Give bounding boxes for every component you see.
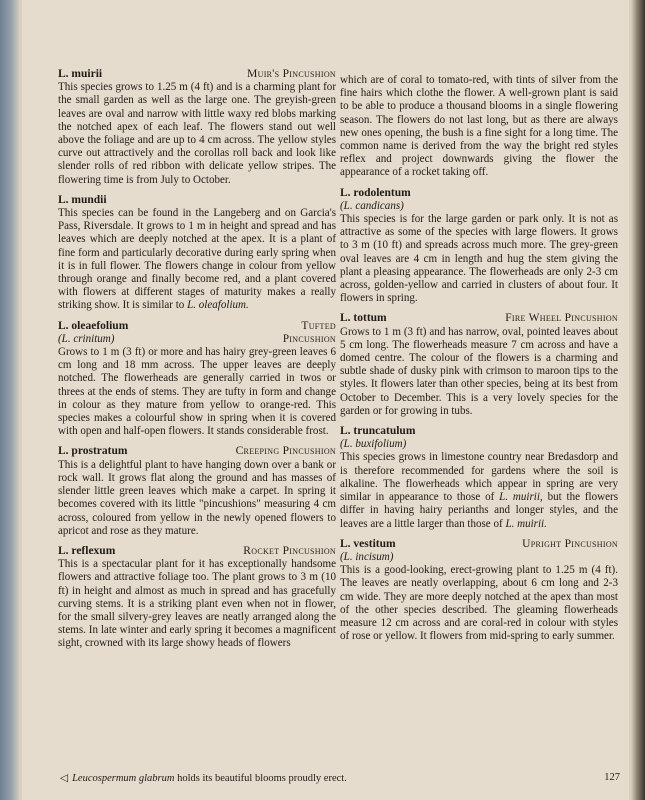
entry-reflexum-continued xyxy=(340,74,618,180)
entry-heading xyxy=(58,68,336,81)
scan-edge-right xyxy=(631,0,645,800)
page-footer xyxy=(60,772,620,784)
left-triangle-icon: ◁ xyxy=(60,773,69,784)
scan-edge-left xyxy=(0,0,20,800)
entry-oleaefolium xyxy=(58,320,336,439)
common-name: Upright Pincushion xyxy=(522,537,618,550)
species-name: L. muirii xyxy=(58,68,103,80)
entry-heading xyxy=(340,538,618,551)
entry-vestitum xyxy=(340,538,618,644)
synonym: (L. candicans) xyxy=(340,199,404,212)
species-name: L. truncatulum xyxy=(340,425,416,438)
species-ref: L. muirii, xyxy=(499,491,543,504)
right-column xyxy=(340,74,618,650)
photo-caption: ◁ Leucospermum glabrum holds its beautiful blooms proudly erect. xyxy=(60,773,347,784)
entry-body: This species can be found in the Langeberg and on Garcia's Pass, Riversdale. It grows to 1 m in height and spread and has leaves which are deeply notched at the apex. It is a plant of fine form and particularly decorative during early spring when it is in full flower. The flowers change in colour from yellow through orange and finally become red, and a plant covered with flowers at different stages of maturity makes a really striking show. It is similar to L. oleafolium. xyxy=(58,207,336,312)
species-name: L. rodolentum xyxy=(340,186,411,199)
common-name: Fire Wheel Pincushion xyxy=(505,312,618,325)
common-name-cont: Pincushion xyxy=(282,332,336,345)
synonym: (L. crinitum) xyxy=(58,332,115,345)
entry-heading xyxy=(340,312,618,325)
species-name: L. prostratum xyxy=(58,445,128,458)
entry-heading xyxy=(58,445,336,458)
synonym-line xyxy=(340,200,618,213)
entry-rodolentum xyxy=(340,187,618,306)
synonym-line xyxy=(340,438,618,451)
synonym-line xyxy=(340,551,618,564)
entry-body: which are of coral to tomato-red, with tints of silver from the fine hairs which clothe the flower. A well-grown plant is said to be able to produce a thousand blooms in a single flowering season. The flowers do not last long, but as there are always new ones opening, the bush is a fine sight for a long time. The common name is derived from the way the bright red styles reflex and project downwards giving the flower the appearance of a rocket taking off. xyxy=(340,74,618,179)
entry-prostratum xyxy=(58,445,336,537)
entry-truncatulum xyxy=(340,425,618,531)
entry-tottum xyxy=(340,312,618,418)
entry-body: Grows to 1 m (3 ft) or more and has hairy grey-green leaves 6 cm long and 18 mm across. The upper leaves are deeply notched. The flowerheads are generally carried in twos or threes at the ends of stems. They are tufty in form and change in colour as they mature from yellow to orange-red. This species makes a colourful show in spring when it is covered with open and half-open flowers. It stands considerable frost. xyxy=(58,346,336,438)
entry-muirii xyxy=(58,68,336,187)
species-name: L. mundii xyxy=(58,193,107,206)
species-name: L. vestitum xyxy=(340,537,396,550)
entry-body: This species is for the large garden or park only. It is not as attractive as some of the species with large flowers. It grows to 3 m (10 ft) and spreads across much more. The grey-green oval leaves are 4 cm in length and hug the stem giving the plant a pleasing appearance. The flowerheads are only 2-3 cm across, golden-yellow and carried in clusters of about four. It flowers in spring. xyxy=(340,213,618,305)
common-name: Muir's Pincushion xyxy=(247,68,336,80)
entry-heading xyxy=(58,545,336,558)
common-name: Creeping Pincushion xyxy=(235,445,336,458)
synonym: (L. buxifolium) xyxy=(340,438,407,451)
species-name: L. tottum xyxy=(340,312,387,325)
entry-heading xyxy=(340,425,618,438)
entry-reflexum xyxy=(58,545,336,651)
species-name: L. oleaefolium xyxy=(58,319,129,332)
left-column xyxy=(58,68,336,658)
entry-heading xyxy=(58,320,336,333)
species-ref: L. oleafolium. xyxy=(187,299,249,312)
entry-heading xyxy=(58,194,336,207)
synonym: (L. incisum) xyxy=(340,550,394,563)
entry-body: This species grows to 1.25 m (4 ft) and is a charming plant for the small garden as well as the large one. The greyish-green leaves are oval and narrow with little waxy red blobs marking the notched apex of each leaf. The flowers stand out well above the foliage and are up to 4 cm across. The yellow styles curve out attractively and the corollas roll back and look like slender rolls of red ribbon with delicate yellow stripes. The flowering time is from July to October. xyxy=(58,81,336,186)
species-name: L. reflexum xyxy=(58,544,116,557)
synonym-line xyxy=(58,333,336,346)
entry-body: This is a good-looking, erect-growing plant to 1.25 m (4 ft). The leaves are neatly overlapping, about 6 cm long and 2-3 cm wide. They are more deeply notched at the apex than most of the other species described. The gleaming flowerheads measure 12 cm across and are coral-red in colour with styles of rose or yellow. It flowers from mid-spring to early summer. xyxy=(340,564,618,643)
entry-body: Grows to 1 m (3 ft) and has narrow, oval, pointed leaves about 5 cm long. The flowerheads measure 7 cm across and have a domed centre. The colour of the flowers is a charming and subtle shade of dusky pink with crimson to maroon tips to the styles. It flowers later than other species, being at its best from October to December. This is a very lovely species for the garden or for growing in tubs. xyxy=(340,325,618,417)
page-number: 127 xyxy=(604,772,620,783)
entry-body: This is a delightful plant to have hanging down over a bank or rock wall. It grows flat along the ground and has masses of slender little green leaves which make a carpet. In spring it becomes covered with its little "pincushions" measuring 4 cm across, coloured from yellow in the newly opened flowers to apricot and rose as they mature. xyxy=(58,458,336,537)
species-ref: L. muirii. xyxy=(505,517,547,530)
entry-body: This is a spectacular plant for it has exceptionally handsome flowers and attractive foliage too. The plant grows to 3 m (10 ft) in height and almost as much in spread and has gracefully curving stems. It is a striking plant even when not in flower, for the small silvery-grey leaves are neatly arranged along the stems. In late winter and early spring it becomes a magnificent sight, crowned with its large showy heads of flowers xyxy=(58,558,336,650)
entry-heading xyxy=(340,187,618,200)
book-page xyxy=(22,0,629,800)
common-name: Rocket Pincushion xyxy=(243,544,336,557)
entry-body: This species grows in limestone country near Bredasdorp and is therefore recommended for gardens where the soil is alkaline. The flowerheads which appear in spring are very similar in appearance to those of L. muirii, but the flowers differ in having hairy perianths and longer styles, and the leaves are a little larger than those of L. muirii. xyxy=(340,451,619,530)
entry-mundii xyxy=(58,194,336,313)
common-name: Tufted xyxy=(301,319,336,332)
